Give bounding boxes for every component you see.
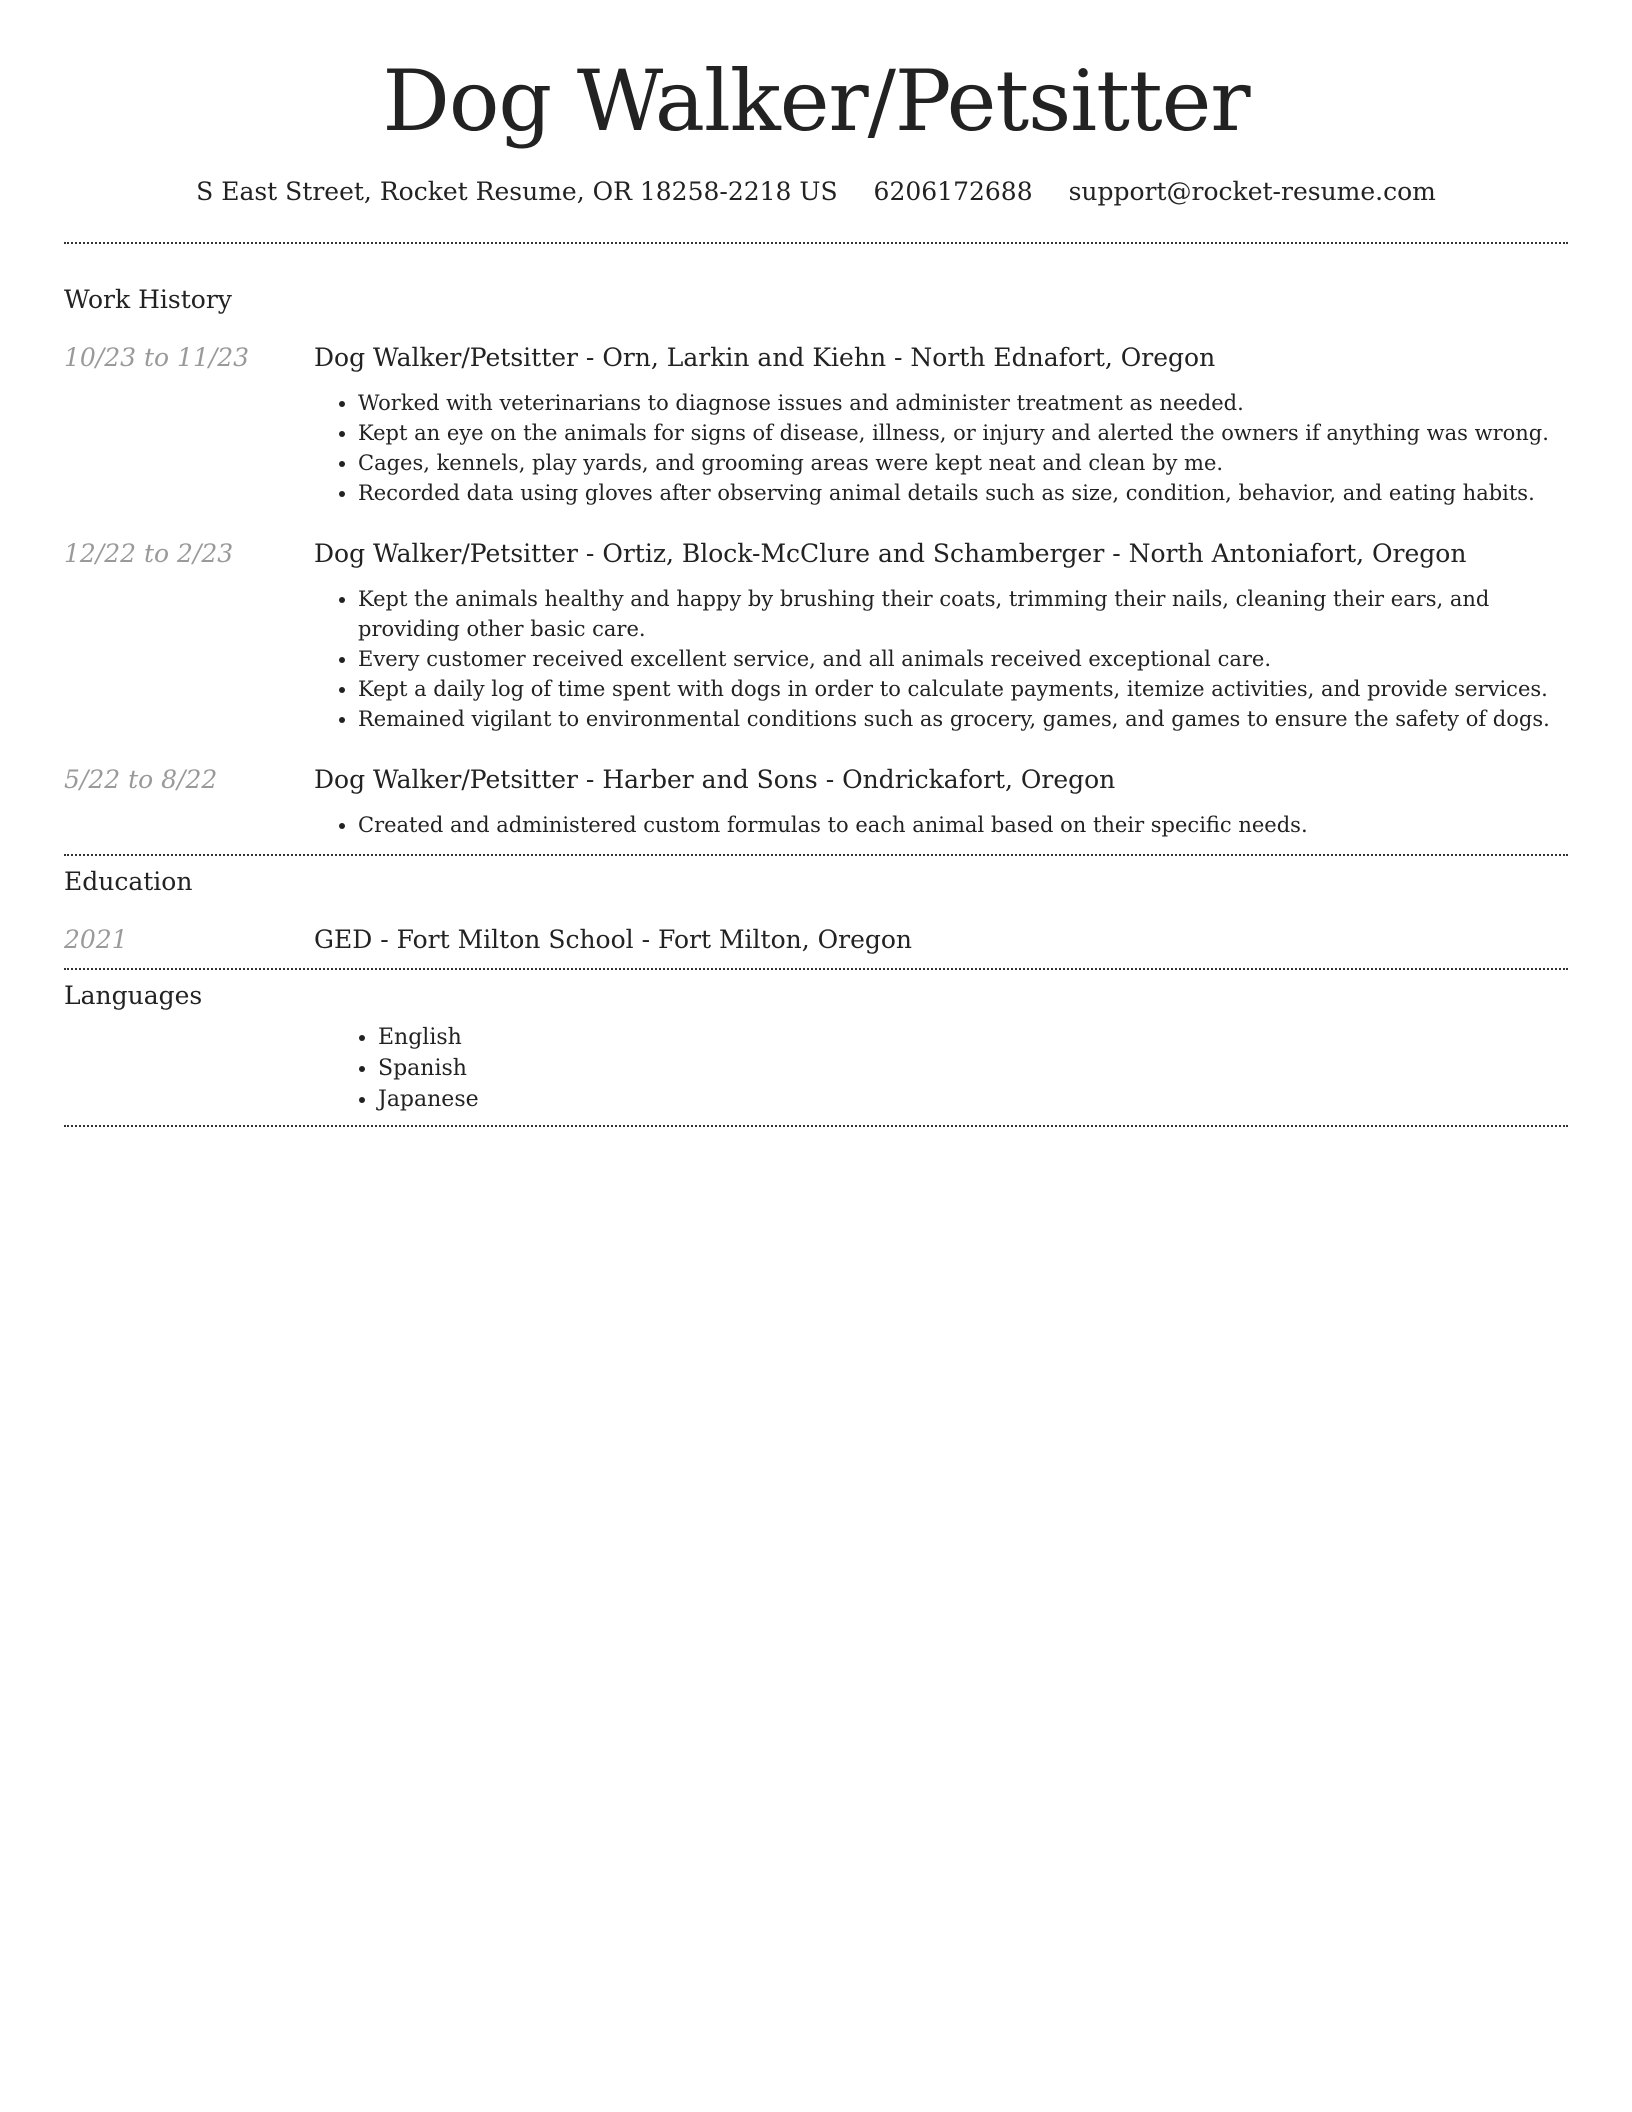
education-section	[64, 856, 1568, 956]
work-entry-title: Dog Walker/Petsitter - Ortiz, Block-McClure and Schamberger - North Antoniafort, Oregon	[314, 539, 1467, 568]
work-entry-dates: 12/22 to 2/23	[64, 539, 234, 568]
resume-page	[64, 0, 1568, 1127]
bullet-item: • Worked with veterinarians to diagnose issues and administer treatment as needed.	[358, 388, 1568, 418]
work-entry-dates: 10/23 to 11/23	[64, 343, 250, 372]
work-entry	[64, 764, 1568, 840]
language-item: • Spanish	[378, 1053, 1568, 1084]
work-entry-dates: 5/22 to 8/22	[64, 765, 218, 794]
bullet-item: • Kept a daily log of time spent with dogs in order to calculate payments, itemize activities, and provide services.	[358, 674, 1568, 704]
languages-section	[64, 970, 1568, 1115]
work-entry-bullets	[314, 388, 1568, 508]
work-entry-bullets	[314, 810, 1568, 840]
work-history-section	[64, 244, 1568, 840]
work-entry	[64, 538, 1568, 734]
bullet-item: • Recorded data using gloves after observing animal details such as size, condition, behavior, and eating habits.	[358, 478, 1568, 508]
work-entry-body	[314, 764, 1568, 840]
bullet-item: • Every customer received excellent service, and all animals received exceptional care.	[358, 644, 1568, 674]
contact-phone: 6206172688	[873, 177, 1033, 206]
work-entry-bullets	[314, 584, 1568, 734]
work-history-title: Work History	[64, 285, 232, 314]
work-entry-body	[314, 342, 1568, 508]
resume-name: Dog Walker/Petsitter	[382, 52, 1250, 150]
education-entry-body	[314, 924, 1568, 956]
bullet-item: • Kept an eye on the animals for signs of disease, illness, or injury and alerted the owners if anything was wrong.	[358, 418, 1568, 448]
bullet-item: • Kept the animals healthy and happy by brushing their coats, trimming their nails, cleaning their ears, and providing other basic care.	[358, 584, 1568, 644]
contact-email: support@rocket-resume.com	[1068, 177, 1436, 206]
languages-list	[378, 1022, 1568, 1115]
bullet-item: • Cages, kennels, play yards, and grooming areas were kept neat and clean by me.	[358, 448, 1568, 478]
section-divider	[64, 1125, 1568, 1127]
work-entry-title: Dog Walker/Petsitter - Harber and Sons - Ondrickafort, Oregon	[314, 765, 1116, 794]
bullet-item: • Remained vigilant to environmental conditions such as grocery, games, and games to ensure the safety of dogs.	[358, 704, 1568, 734]
education-entry-dates: 2021	[64, 925, 128, 954]
bullet-item: • Created and administered custom formulas to each animal based on their specific needs.	[358, 810, 1568, 840]
language-item: • Japanese	[378, 1084, 1568, 1115]
contact-address: S East Street, Rocket Resume, OR 18258-2218 US	[196, 177, 838, 206]
work-entry	[64, 342, 1568, 508]
education-title: Education	[64, 867, 193, 896]
contact-line	[64, 176, 1568, 208]
languages-title: Languages	[64, 981, 203, 1010]
education-entry	[64, 924, 1568, 956]
language-item: • English	[378, 1022, 1568, 1053]
work-entry-title: Dog Walker/Petsitter - Orn, Larkin and Kiehn - North Ednafort, Oregon	[314, 343, 1216, 372]
work-entry-body	[314, 538, 1568, 734]
education-entry-title: GED - Fort Milton School - Fort Milton, Oregon	[314, 925, 913, 954]
